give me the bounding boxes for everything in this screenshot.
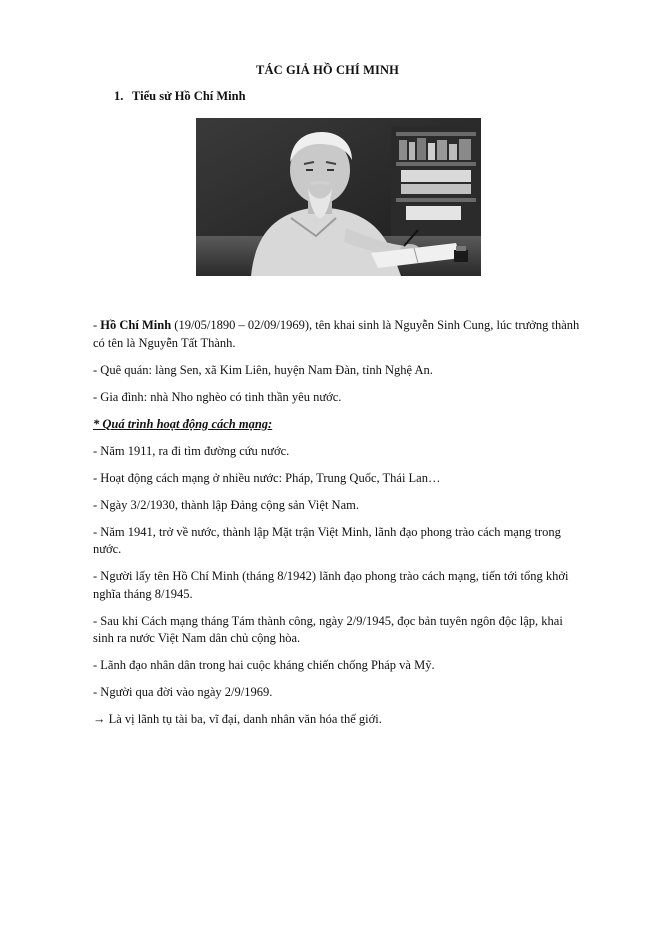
event-item: - Năm 1941, trở về nước, thành lập Mặt trận Việt Minh, lãnh đạo phong trào cách mạng trong nước.: [93, 524, 561, 556]
hometown-paragraph: - Quê quán: làng Sen, xã Kim Liên, huyện Nam Đàn, tỉnh Nghệ An.: [93, 362, 433, 377]
family-paragraph: - Gia đình: nhà Nho nghèo có tinh thần yêu nước.: [93, 389, 342, 404]
document-body: [93, 317, 583, 738]
section-heading-text: Tiểu sử Hồ Chí Minh: [132, 89, 246, 103]
intro-paragraph: [93, 317, 583, 352]
section-heading: [114, 89, 246, 104]
event-item: - Hoạt động cách mạng ở nhiều nước: Pháp, Trung Quốc, Thái Lan…: [93, 470, 441, 485]
event-item: - Sau khi Cách mạng tháng Tám thành công, ngày 2/9/1945, đọc bản tuyên ngôn độc lập, khai sinh ra nước Việt Nam dân chủ cộng hòa.: [93, 613, 563, 645]
intro-prefix: -: [93, 318, 101, 332]
intro-name: Hồ Chí Minh: [100, 318, 172, 332]
event-item: - Ngày 3/2/1930, thành lập Đảng cộng sản Việt Nam.: [93, 497, 359, 512]
subheading-paragraph: [93, 416, 583, 434]
event-item: - Năm 1911, ra đi tìm đường cứu nước.: [93, 443, 290, 458]
revolution-subheading: * Quá trình hoạt động cách mạng:: [93, 416, 273, 431]
event-item: - Người lấy tên Hồ Chí Minh (tháng 8/1942) lãnh đạo phong trào cách mạng, tiến tới tổng khởi nghĩa tháng 8/1945.: [93, 569, 569, 601]
document-title: TÁC GIẢ HỒ CHÍ MINH: [256, 63, 399, 77]
event-item: - Lãnh đạo nhân dân trong hai cuộc kháng chiến chống Pháp và Mỹ.: [93, 658, 435, 672]
intro-rest: (19/05/1890 – 02/09/1969), tên khai sinh là Nguyễn Sinh Cung, lúc trưởng thành có tên là Nguyễn Tất Thành.: [93, 318, 580, 350]
section-number: 1.: [114, 89, 124, 103]
event-item: - Người qua đời vào ngày 2/9/1969.: [93, 685, 273, 699]
portrait-photo: [196, 118, 481, 276]
conclusion-paragraph: → Là vị lãnh tụ tài ba, vĩ đại, danh nhân văn hóa thế giới.: [93, 712, 382, 726]
